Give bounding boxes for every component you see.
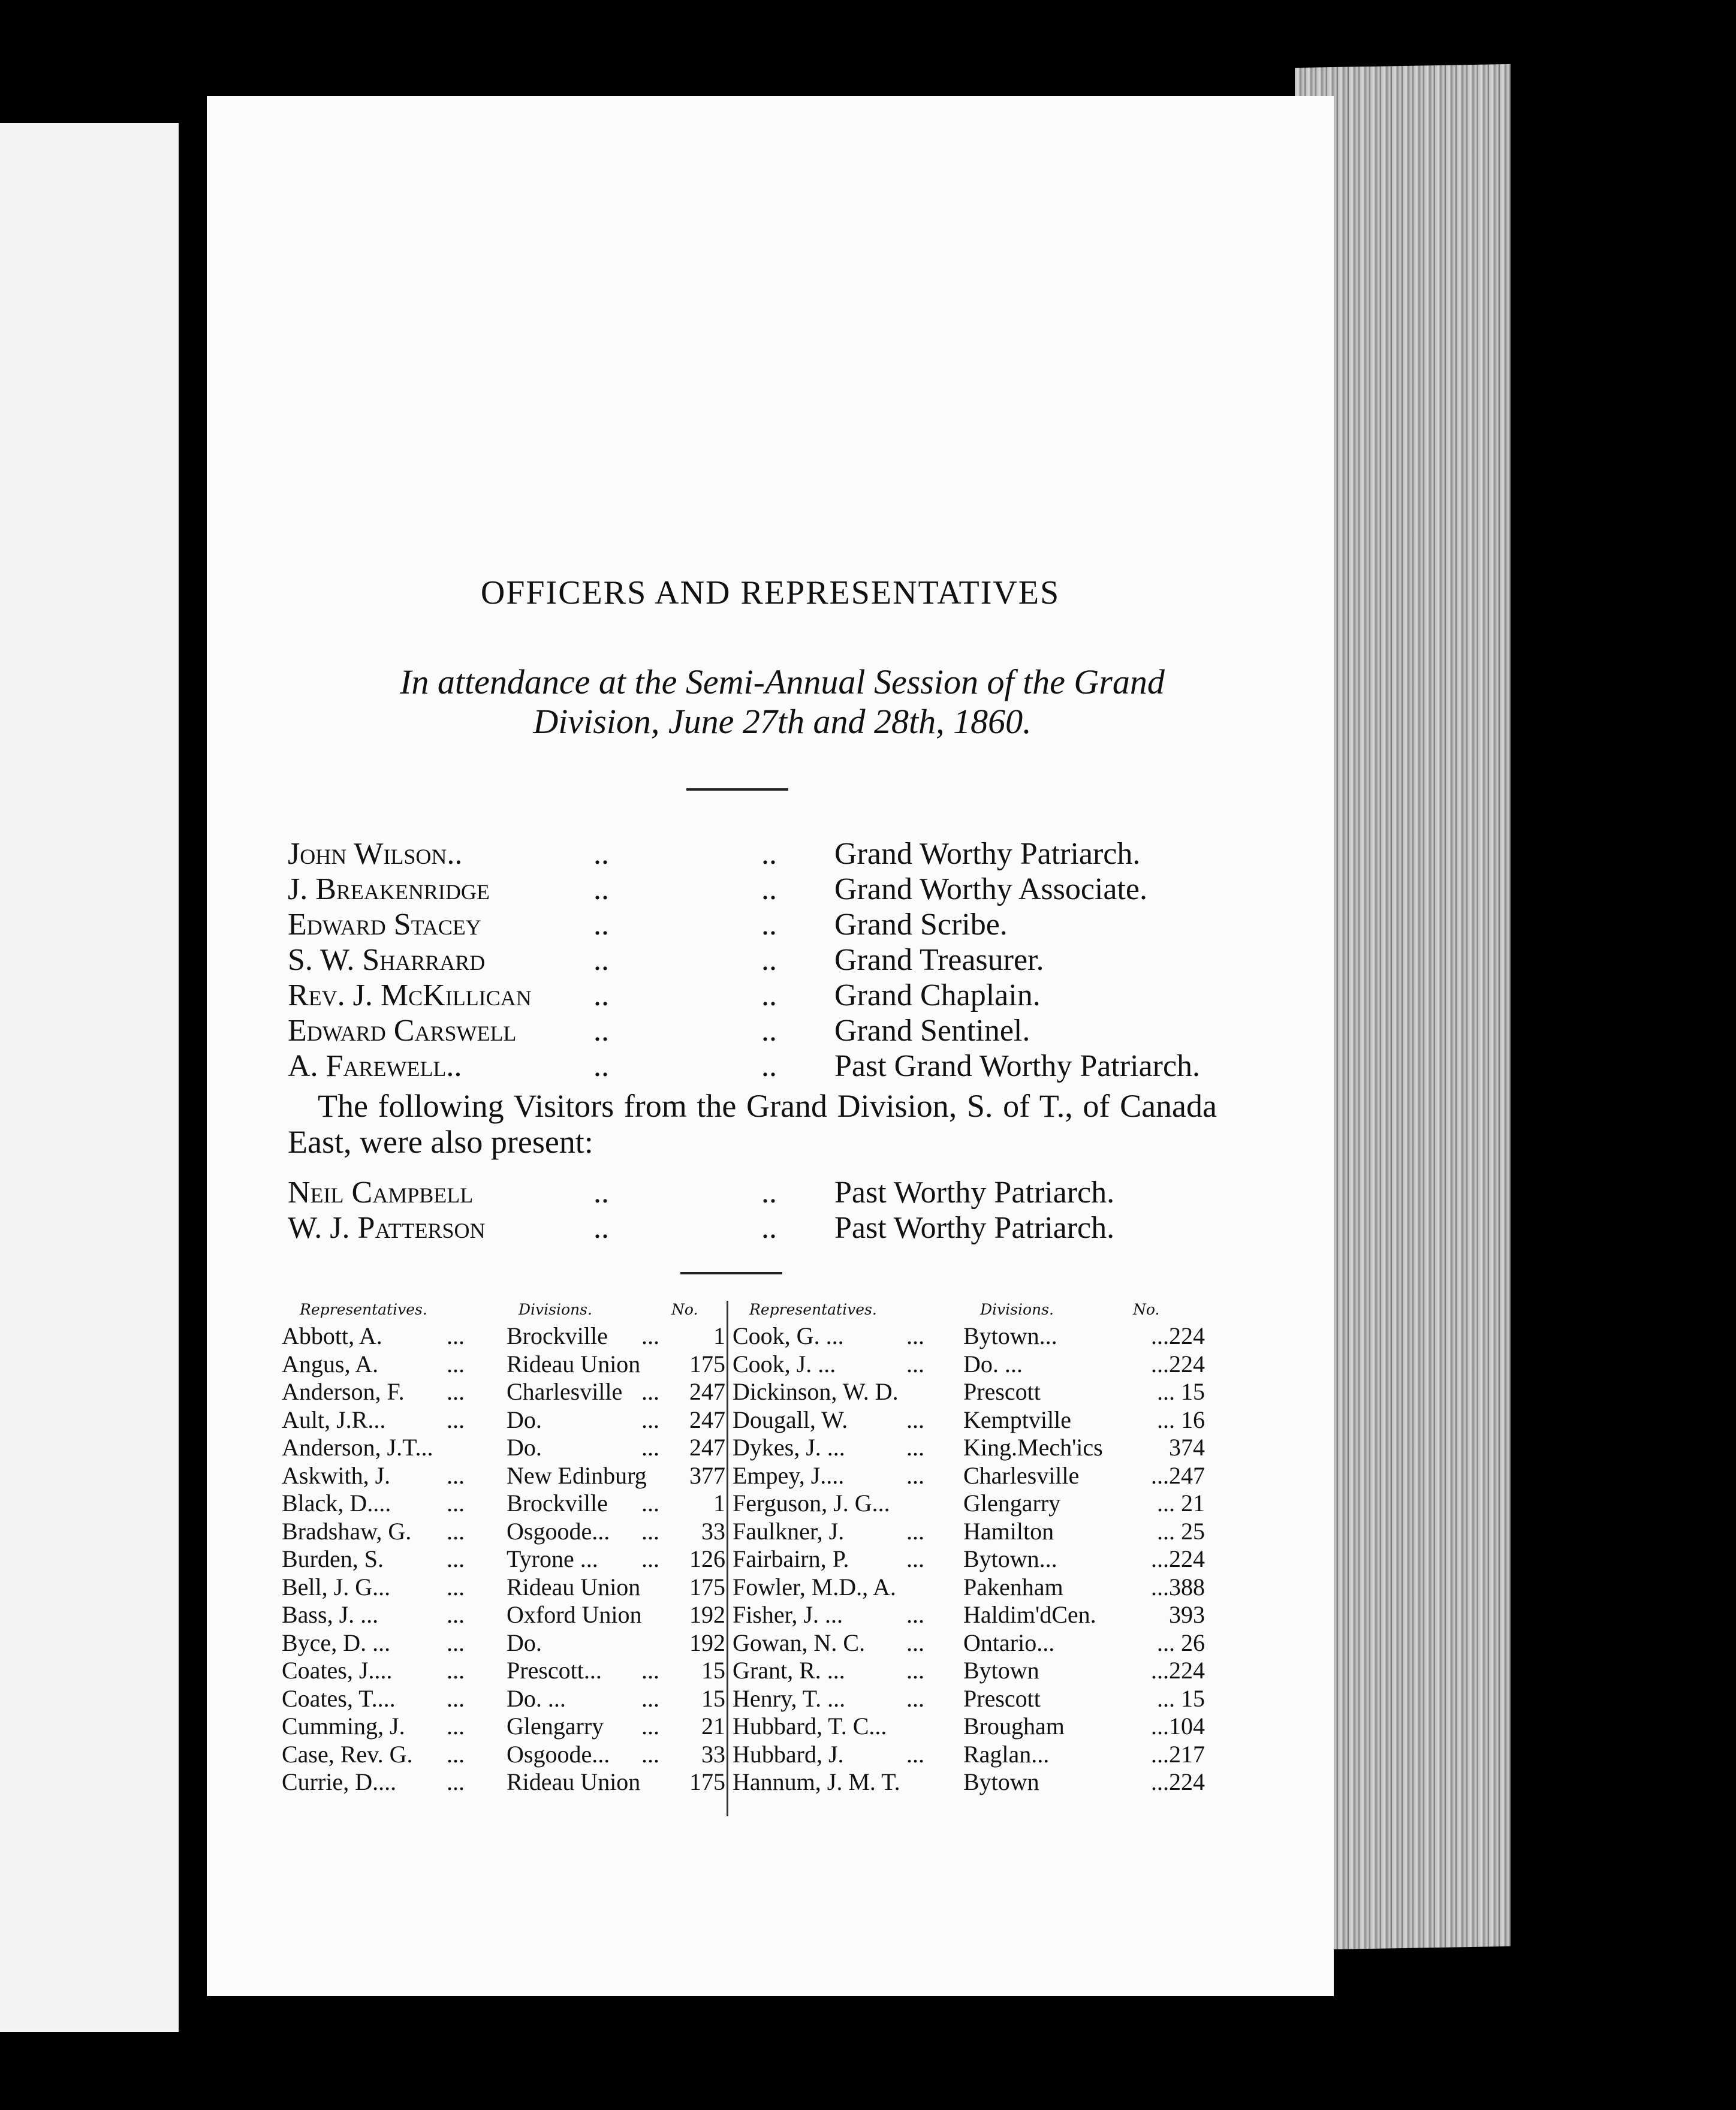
officer-title: Grand Treasurer. xyxy=(834,943,1044,977)
division-name: Prescott xyxy=(963,1378,1041,1405)
header-no: No. xyxy=(1133,1301,1160,1318)
division-number: 126 xyxy=(689,1545,725,1572)
division-number: ...217 xyxy=(1151,1740,1205,1768)
officer-row xyxy=(288,1048,1307,1084)
division-number: ... 15 xyxy=(1157,1378,1205,1405)
division-number: ... 16 xyxy=(1157,1406,1205,1433)
rep-name: Grant, R. ... xyxy=(733,1657,845,1684)
table-row xyxy=(733,1377,1205,1405)
leader-dots: .. xyxy=(593,1175,609,1210)
table-row xyxy=(282,1573,725,1600)
rep-name: Hubbard, T. C... xyxy=(733,1713,887,1740)
leader-dots: ... xyxy=(906,1545,924,1572)
leader-dots: .. xyxy=(593,1211,609,1245)
visitor-row xyxy=(288,1175,1307,1210)
leader-dots: .. xyxy=(761,1049,777,1083)
division-number: ...104 xyxy=(1151,1713,1205,1740)
left-page-edge xyxy=(0,123,179,2032)
leader-dots: ... xyxy=(906,1601,924,1628)
table-row xyxy=(733,1573,1205,1600)
header-no: No. xyxy=(671,1301,698,1318)
officer-name: A. Farewell.. xyxy=(288,1049,462,1083)
table-row xyxy=(733,1322,1205,1349)
leader-dots: ... xyxy=(906,1406,924,1433)
rep-name: Faulkner, J. xyxy=(733,1517,845,1545)
visitors-list xyxy=(288,1175,1307,1246)
division-number: ...224 xyxy=(1151,1350,1205,1377)
division-name: Glengarry xyxy=(963,1490,1061,1517)
rep-name: Askwith, J. xyxy=(282,1461,391,1489)
divider-rule xyxy=(686,788,788,791)
rep-name: Angus, A. xyxy=(282,1350,379,1377)
division-name: Rideau Union xyxy=(507,1573,641,1600)
rep-name: Hannum, J. M. T. xyxy=(733,1768,900,1795)
leader-dots: ... xyxy=(906,1629,924,1656)
division-number: 247 xyxy=(689,1406,725,1433)
officers-list xyxy=(288,836,1307,1084)
table-row xyxy=(282,1489,725,1517)
officer-name: John Wilson.. xyxy=(288,837,463,871)
division-name: Glengarry xyxy=(507,1713,604,1740)
table-row xyxy=(282,1350,725,1377)
officer-row xyxy=(288,836,1307,872)
leader-dots: ... xyxy=(447,1461,465,1489)
division-name: Oxford Union xyxy=(507,1601,642,1628)
rep-name: Fowler, M.D., A. xyxy=(733,1573,896,1600)
division-number: 374 xyxy=(1169,1434,1205,1461)
division-number: 1 xyxy=(713,1322,725,1349)
rep-name: Fairbairn, P. xyxy=(733,1545,849,1572)
division-name: Osgoode... xyxy=(507,1517,610,1545)
table-row xyxy=(733,1545,1205,1572)
division-name: Do. xyxy=(507,1406,542,1433)
rep-name: Bell, J. G... xyxy=(282,1573,391,1600)
leader-dots: ... xyxy=(641,1434,659,1461)
division-name: Brockville xyxy=(507,1490,608,1517)
header-representatives: Representatives. xyxy=(749,1301,877,1318)
rep-name: Dickinson, W. D. xyxy=(733,1378,899,1405)
leader-dots: .. xyxy=(593,1014,609,1048)
division-name: Tyrone ... xyxy=(507,1545,598,1572)
leader-dots: .. xyxy=(761,837,777,871)
table-row xyxy=(282,1600,725,1628)
division-number: ...224 xyxy=(1151,1768,1205,1795)
officer-title: Past Grand Worthy Patriarch. xyxy=(834,1049,1201,1083)
table-row xyxy=(282,1433,725,1461)
officer-name: Edward Carswell xyxy=(288,1014,517,1048)
rep-name: Anderson, J.T... xyxy=(282,1434,433,1461)
table-row xyxy=(733,1684,1205,1712)
header-representatives: Representatives. xyxy=(300,1301,427,1318)
division-number: ...224 xyxy=(1151,1545,1205,1572)
table-row xyxy=(733,1656,1205,1684)
leader-dots: ... xyxy=(447,1406,465,1433)
rep-name: Cook, G. ... xyxy=(733,1322,844,1349)
leader-dots: ... xyxy=(641,1490,659,1517)
division-name: Do. ... xyxy=(963,1350,1023,1377)
leader-dots: ... xyxy=(641,1684,659,1712)
division-name: Bytown... xyxy=(963,1322,1057,1349)
division-number: ... 26 xyxy=(1157,1629,1205,1656)
division-number: 247 xyxy=(689,1378,725,1405)
leader-dots: ... xyxy=(641,1378,659,1405)
division-number: ...224 xyxy=(1151,1322,1205,1349)
division-name: Pakenham xyxy=(963,1573,1063,1600)
officer-title: Grand Sentinel. xyxy=(834,1014,1030,1048)
division-name: Do. ... xyxy=(507,1684,566,1712)
rep-name: Black, D.... xyxy=(282,1490,391,1517)
division-name: Charlesville xyxy=(963,1461,1080,1489)
leader-dots: ... xyxy=(447,1684,465,1712)
division-number: 175 xyxy=(689,1350,725,1377)
leader-dots: ... xyxy=(447,1490,465,1517)
officer-name: J. Breakenridge xyxy=(288,872,490,906)
table-row xyxy=(733,1600,1205,1628)
officer-row xyxy=(288,942,1307,978)
division-name: Osgoode... xyxy=(507,1740,610,1768)
table-row xyxy=(282,1740,725,1768)
division-name: New Edinburg xyxy=(507,1461,647,1489)
division-name: Ontario... xyxy=(963,1629,1055,1656)
leader-dots: .. xyxy=(593,1049,609,1083)
division-name: Bytown xyxy=(963,1657,1039,1684)
division-name: Do. xyxy=(507,1629,542,1656)
visitor-name: Neil Campbell xyxy=(288,1175,474,1210)
table-row xyxy=(733,1768,1205,1795)
leader-dots: ... xyxy=(447,1545,465,1572)
table-row xyxy=(282,1768,725,1795)
leader-dots: ... xyxy=(641,1657,659,1684)
leader-dots: ... xyxy=(447,1601,465,1628)
rep-name: Cumming, J. xyxy=(282,1713,405,1740)
visitor-title: Past Worthy Patriarch. xyxy=(834,1175,1115,1210)
table-row xyxy=(282,1629,725,1656)
officer-row xyxy=(288,872,1307,907)
officer-title: Grand Worthy Patriarch. xyxy=(834,837,1141,871)
leader-dots: ... xyxy=(906,1517,924,1545)
rep-name: Hubbard, J. xyxy=(733,1740,844,1768)
leader-dots: ... xyxy=(447,1629,465,1656)
officer-name: S. W. Sharrard xyxy=(288,943,486,977)
division-name: Brougham xyxy=(963,1713,1065,1740)
officer-title: Grand Scribe. xyxy=(834,908,1008,942)
division-name: Bytown... xyxy=(963,1545,1057,1572)
table-row xyxy=(282,1545,725,1572)
leader-dots: .. xyxy=(761,943,777,977)
divider-rule xyxy=(680,1272,782,1274)
officer-name: Edward Stacey xyxy=(288,908,481,942)
division-number: ...388 xyxy=(1151,1573,1205,1600)
leader-dots: ... xyxy=(447,1768,465,1795)
rep-name: Cook, J. ... xyxy=(733,1350,836,1377)
leader-dots: ... xyxy=(641,1322,659,1349)
leader-dots: ... xyxy=(906,1461,924,1489)
book-page xyxy=(207,96,1334,1996)
division-name: Do. xyxy=(507,1434,542,1461)
leader-dots: .. xyxy=(593,943,609,977)
division-name: Hamilton xyxy=(963,1517,1054,1545)
table-row xyxy=(733,1712,1205,1740)
page-title: OFFICERS AND REPRESENTATIVES xyxy=(480,574,1060,611)
leader-dots: .. xyxy=(593,908,609,942)
visitors-note: The following Visitors from the Grand Division, S. of T., of Canada East, were also present: xyxy=(288,1088,1217,1160)
rep-name: Bass, J. ... xyxy=(282,1601,379,1628)
rep-name: Empey, J.... xyxy=(733,1461,845,1489)
division-name: Rideau Union xyxy=(507,1350,641,1377)
leader-dots: .. xyxy=(761,872,777,906)
leader-dots: ... xyxy=(906,1684,924,1712)
division-number: 175 xyxy=(689,1573,725,1600)
division-number: 33 xyxy=(701,1517,725,1545)
table-row xyxy=(282,1461,725,1489)
rep-name: Ferguson, J. G... xyxy=(733,1490,890,1517)
subtitle-line-1: In attendance at the Semi-Annual Session of the Grand xyxy=(400,662,1165,701)
header-divisions: Divisions. xyxy=(519,1301,592,1318)
table-row xyxy=(282,1406,725,1433)
rep-name: Coates, T.... xyxy=(282,1684,396,1712)
division-number: ... 21 xyxy=(1157,1490,1205,1517)
officer-row xyxy=(288,978,1307,1013)
table-row xyxy=(282,1656,725,1684)
leader-dots: ... xyxy=(641,1517,659,1545)
rep-name: Coates, J.... xyxy=(282,1657,393,1684)
subtitle-line-2: Division, June 27th and 28th, 1860. xyxy=(533,702,1032,741)
leader-dots: ... xyxy=(447,1573,465,1600)
leader-dots: ... xyxy=(447,1713,465,1740)
leader-dots: ... xyxy=(906,1434,924,1461)
table-row xyxy=(733,1406,1205,1433)
visitor-title: Past Worthy Patriarch. xyxy=(834,1211,1115,1245)
division-name: Rideau Union xyxy=(507,1768,641,1795)
leader-dots: ... xyxy=(906,1350,924,1377)
table-row xyxy=(733,1517,1205,1545)
officer-title: Grand Chaplain. xyxy=(834,978,1041,1012)
leader-dots: .. xyxy=(761,1211,777,1245)
rep-name: Ault, J.R... xyxy=(282,1406,386,1433)
division-number: 21 xyxy=(701,1713,725,1740)
table-row xyxy=(733,1433,1205,1461)
leader-dots: ... xyxy=(447,1322,465,1349)
division-name: Raglan... xyxy=(963,1740,1050,1768)
leader-dots: ... xyxy=(906,1322,924,1349)
division-name: Kemptville xyxy=(963,1406,1071,1433)
table-row xyxy=(282,1684,725,1712)
table-row xyxy=(733,1629,1205,1656)
column-divider xyxy=(727,1301,728,1816)
rep-name: Dykes, J. ... xyxy=(733,1434,845,1461)
visitor-row xyxy=(288,1210,1307,1246)
officer-row xyxy=(288,1013,1307,1048)
rep-name: Bradshaw, G. xyxy=(282,1517,412,1545)
leader-dots: .. xyxy=(593,872,609,906)
division-number: ...224 xyxy=(1151,1657,1205,1684)
division-number: 175 xyxy=(689,1768,725,1795)
division-number: ...247 xyxy=(1151,1461,1205,1489)
leader-dots: ... xyxy=(906,1740,924,1768)
leader-dots: .. xyxy=(761,978,777,1012)
division-name: Brockville xyxy=(507,1322,608,1349)
division-number: 1 xyxy=(713,1490,725,1517)
rep-name: Henry, T. ... xyxy=(733,1684,846,1712)
table-row xyxy=(282,1712,725,1740)
leader-dots: ... xyxy=(641,1406,659,1433)
leader-dots: ... xyxy=(641,1713,659,1740)
division-number: 393 xyxy=(1169,1601,1205,1628)
division-name: Prescott... xyxy=(507,1657,602,1684)
division-number: 192 xyxy=(689,1601,725,1628)
rep-name: Byce, D. ... xyxy=(282,1629,391,1656)
header-divisions: Divisions. xyxy=(980,1301,1054,1318)
division-name: Prescott xyxy=(963,1684,1041,1712)
leader-dots: ... xyxy=(447,1350,465,1377)
division-number: 33 xyxy=(701,1740,725,1768)
rep-name: Burden, S. xyxy=(282,1545,384,1572)
leader-dots: ... xyxy=(447,1740,465,1768)
leader-dots: ... xyxy=(906,1657,924,1684)
officer-title: Grand Worthy Associate. xyxy=(834,872,1147,906)
page-subtitle xyxy=(291,662,1274,741)
table-row xyxy=(282,1377,725,1405)
leader-dots: .. xyxy=(761,908,777,942)
rep-name: Gowan, N. C. xyxy=(733,1629,866,1656)
division-name: Charlesville xyxy=(507,1378,623,1405)
division-number: ... 15 xyxy=(1157,1684,1205,1712)
rep-name: Anderson, F. xyxy=(282,1378,405,1405)
division-number: 247 xyxy=(689,1434,725,1461)
rep-name: Dougall, W. xyxy=(733,1406,848,1433)
officer-name: Rev. J. McKillican xyxy=(288,978,532,1012)
table-row xyxy=(282,1517,725,1545)
division-number: 192 xyxy=(689,1629,725,1656)
rep-name: Fisher, J. ... xyxy=(733,1601,843,1628)
table-row xyxy=(282,1322,725,1349)
leader-dots: ... xyxy=(641,1545,659,1572)
table-row xyxy=(733,1461,1205,1489)
rep-name: Case, Rev. G. xyxy=(282,1740,413,1768)
division-name: Bytown xyxy=(963,1768,1039,1795)
leader-dots: .. xyxy=(761,1175,777,1210)
table-row xyxy=(733,1350,1205,1377)
rep-name: Currie, D.... xyxy=(282,1768,397,1795)
visitor-name: W. J. Patterson xyxy=(288,1211,486,1245)
leader-dots: ... xyxy=(641,1740,659,1768)
leader-dots: ... xyxy=(447,1657,465,1684)
leader-dots: .. xyxy=(593,978,609,1012)
division-name: Haldim'dCen. xyxy=(963,1601,1096,1628)
division-number: 15 xyxy=(701,1657,725,1684)
leader-dots: ... xyxy=(447,1517,465,1545)
leader-dots: .. xyxy=(761,1014,777,1048)
division-number: 377 xyxy=(689,1461,725,1489)
table-row xyxy=(733,1740,1205,1768)
table-row xyxy=(733,1489,1205,1517)
division-name: King.Mech'ics xyxy=(963,1434,1103,1461)
leader-dots: .. xyxy=(593,837,609,871)
division-number: ... 25 xyxy=(1157,1517,1205,1545)
rep-name: Abbott, A. xyxy=(282,1322,382,1349)
leader-dots: ... xyxy=(447,1378,465,1405)
officer-row xyxy=(288,907,1307,942)
division-number: 15 xyxy=(701,1684,725,1712)
